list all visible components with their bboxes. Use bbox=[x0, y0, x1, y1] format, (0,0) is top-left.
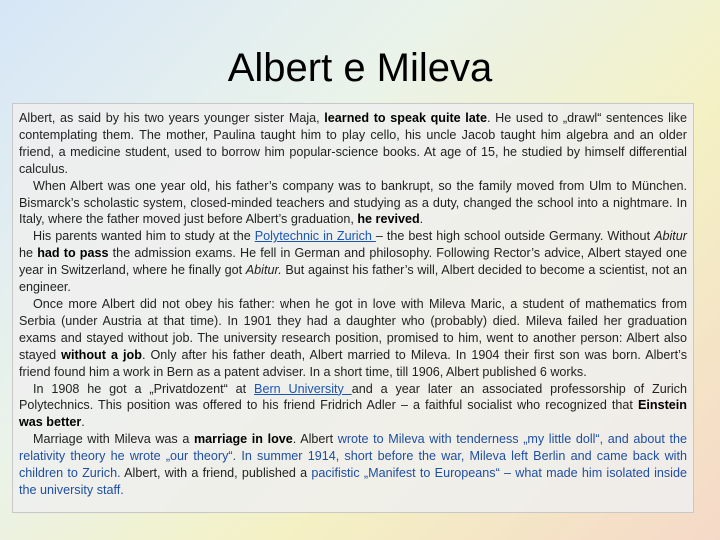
emphasis-text: learned to speak quite late bbox=[324, 111, 487, 125]
paragraph-childhood bbox=[19, 110, 687, 178]
text: . Albert bbox=[292, 432, 338, 447]
paragraph-mileva bbox=[19, 296, 687, 381]
text: When Albert was one year old, his father’s company was to bankrupt, so the family moved from Ulm to München. Bismarck’s scholastic system, closed-minded teachers and studying as a duty, changed the school into a nightmare. In Italy, where the father moved just before Albert’s graduation, bbox=[19, 178, 687, 227]
text: he bbox=[19, 246, 38, 261]
text: . Only after his father death, Albert married to Mileva. In 1904 their first son was born. Albert’s friend found him a work in Bern as a patent adviser. In a short time, till 1906, Albert published 6 works. bbox=[19, 347, 687, 379]
emphasis-text: without a job bbox=[61, 347, 142, 362]
text: and a year later an associated professorship of Zurich Polytechnics. This position was offered to his friend Fridrich Adler – a faithful socialist who recognized that bbox=[19, 381, 687, 413]
emphasis-text: he revived bbox=[357, 212, 420, 227]
text: . He used to „drawl“ sentences like contemplating them. The mother, Paulina taught him to play cello, his uncle Jacob taught him algebra and an older friend, a medicine student, used to borrow him popular-science books. At age of 15, he studied by himself differential calculus. bbox=[19, 111, 687, 176]
text: the admission exams. He fell in German and philosophy. Following Rector’s advice, Albert stayed one year in Switzerland, where he finally got bbox=[19, 246, 687, 278]
text: . bbox=[81, 415, 85, 430]
text-box bbox=[12, 103, 694, 513]
paragraph-bern bbox=[19, 381, 687, 432]
paragraph-zurich bbox=[19, 228, 687, 296]
paragraph-munich bbox=[19, 178, 687, 229]
text: Albert, as said by his two years younger sister Maja, bbox=[19, 111, 325, 125]
italic-text: Abitur bbox=[654, 229, 687, 244]
text: Once more Albert did not obey his father: when he got in love with Mileva Maric, a student of mathematics from Serbia (under Austria at that time). In 1901 they had a daughter who (probably) died. Mileva failed her graduation exams and stayed without job. The university research position, promised to him, went to another person: Albert also stayed bbox=[19, 296, 687, 362]
text: But against his father’s will, Albert decided to become a scientist, not an engineer. bbox=[19, 263, 687, 295]
text: . bbox=[419, 212, 424, 227]
text: – the best high school outside Germany. Without bbox=[375, 229, 655, 244]
paragraph-marriage bbox=[19, 431, 687, 499]
emphasis-text: marriage in love bbox=[193, 432, 293, 447]
text: Marriage with Mileva was a bbox=[33, 432, 194, 447]
emphasis-text: had to pass bbox=[37, 246, 109, 261]
text: Albert, with a friend, published a bbox=[124, 466, 312, 481]
bern-university-link[interactable]: Bern University bbox=[254, 381, 352, 396]
polytechnic-link[interactable]: Polytechnic in Zurich bbox=[254, 229, 376, 244]
slide-title: Albert e Mileva bbox=[227, 46, 493, 90]
text: In 1908 he got a „Privatdozent“ at bbox=[33, 381, 255, 396]
text: His parents wanted him to study at the bbox=[33, 229, 255, 244]
italic-text: Abitur. bbox=[245, 263, 282, 278]
highlight-text: wrote to Mileva with tenderness „my little doll“, and about the relativity theory he wrote „our theory“. In summer 1914, short before the war, Mileva left Berlin and came back with children to Zurich. bbox=[19, 432, 687, 481]
emphasis-text: Einstein was better bbox=[19, 398, 687, 430]
highlight-text: pacifistic „Manifest to Europeans“ – what made him isolated inside the university staff. bbox=[19, 466, 687, 497]
